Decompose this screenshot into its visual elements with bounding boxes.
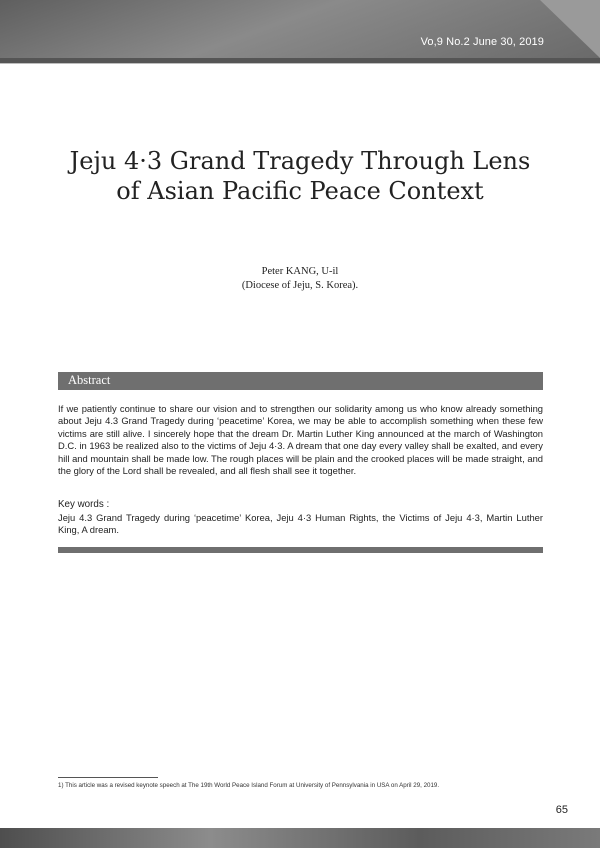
header-band-shade xyxy=(0,0,600,58)
footnote-rule xyxy=(58,777,158,778)
abstract-end-rule xyxy=(58,547,543,553)
header-band-corner xyxy=(540,0,600,58)
footer-band-shade xyxy=(0,828,600,848)
paper-title-line-2: of Asian Pacific Peace Context xyxy=(116,177,484,205)
abstract-heading: Abstract xyxy=(68,373,111,387)
issue-info: Vo,9 No.2 June 30, 2019 xyxy=(420,36,544,48)
keywords-label: Key words : xyxy=(58,499,110,510)
paper-title xyxy=(40,146,560,206)
author-block xyxy=(100,265,500,293)
author-name: Peter KANG, U-il xyxy=(261,266,339,277)
footer-band xyxy=(0,828,600,848)
header-rule-thin xyxy=(0,63,600,64)
author-affiliation: (Diocese of Jeju, S. Korea). xyxy=(241,280,359,291)
paper-title-line-1: Jeju 4·3 Grand Tragedy Through Lens xyxy=(69,147,531,175)
footnote: 1) This article was a revised keynote speech at The 19th World Peace Island Forum at University of Pennsylvania in USA on April 29, 2019. xyxy=(58,782,440,789)
header-band xyxy=(0,0,600,58)
keywords-text: Jeju 4.3 Grand Tragedy during ‘peacetime’ Korea, Jeju 4·3 Human Rights, the Victims of Jeju 4·3, Martin Luther King, A dream. xyxy=(58,512,543,536)
page-number: 65 xyxy=(555,804,568,816)
abstract-heading-bar xyxy=(58,372,543,390)
abstract-text: If we patiently continue to share our vision and to strengthen our solidarity among us who know already something about Jeju 4.3 Grand Tragedy during ‘peacetime’ Korea, we may be able to accomplish something when these few victims are still alive. I sincerely hope that the dream Dr. Martin Luther King announced at the march of Washington D.C. in 1963 be realized also to the victims of Jeju 4·3. A dream that one day every valley shall be exalted, and every hill and mountain shall be made low. The rough places will be plain and the crooked places will be made straight, and the glory of the Lord shall be revealed, and all flesh shall see it together. xyxy=(58,403,544,477)
